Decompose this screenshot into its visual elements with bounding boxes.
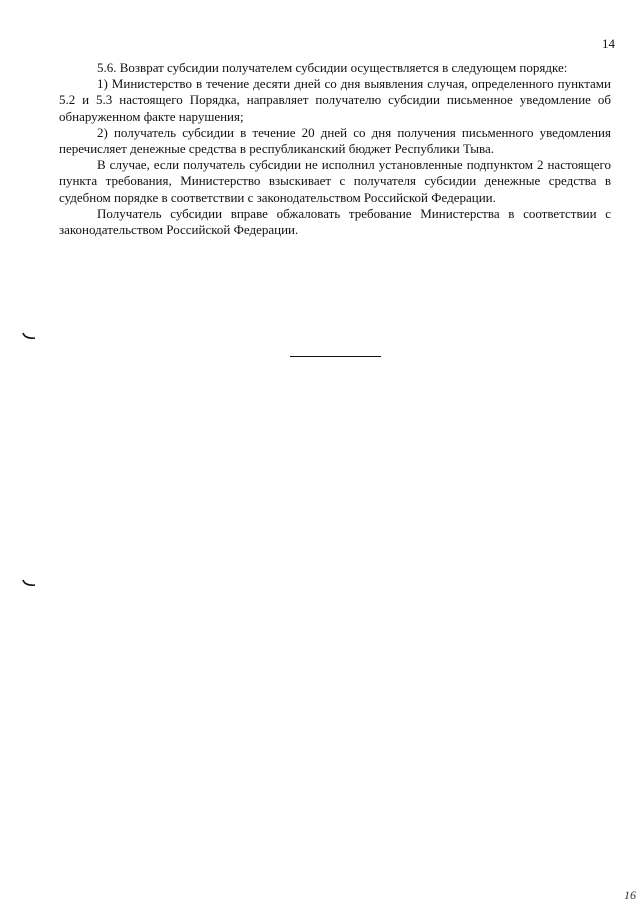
page-number: 14	[602, 36, 615, 51]
binding-mark-top	[22, 332, 36, 340]
end-of-document-rule	[290, 356, 381, 357]
paragraph-appeal: Получатель субсидии вправе обжаловать требование Министерства в соответствии с законодательством Российской Федерации.	[59, 205, 611, 238]
corner-handwritten-mark: 16	[624, 888, 636, 902]
paragraph-recovery: В случае, если получатель субсидии не исполнил установленные подпунктом 2 настоящего пункта требования, Министерство взыскивает с получателя субсидии денежные средства в судебном порядке в соответствии с законодательством Российской Федерации.	[59, 157, 611, 205]
paragraph-item-2: 2) получатель субсидии в течение 20 дней со дня получения письменного уведомления перечисляет денежные средства в республиканский бюджет Республики Тыва.	[59, 124, 611, 157]
paragraph-5-6: 5.6. Возврат субсидии получателем субсидии осуществляется в следующем порядке:	[97, 60, 568, 75]
binding-mark-bottom	[22, 579, 36, 587]
document-body	[59, 60, 611, 238]
paragraph-item-1: 1) Министерство в течение десяти дней со дня выявления случая, определенного пунктами 5.2 и 5.3 настоящего Порядка, направляет получателю субсидии письменное уведомление об обнаруженном факте нарушения;	[59, 76, 611, 124]
